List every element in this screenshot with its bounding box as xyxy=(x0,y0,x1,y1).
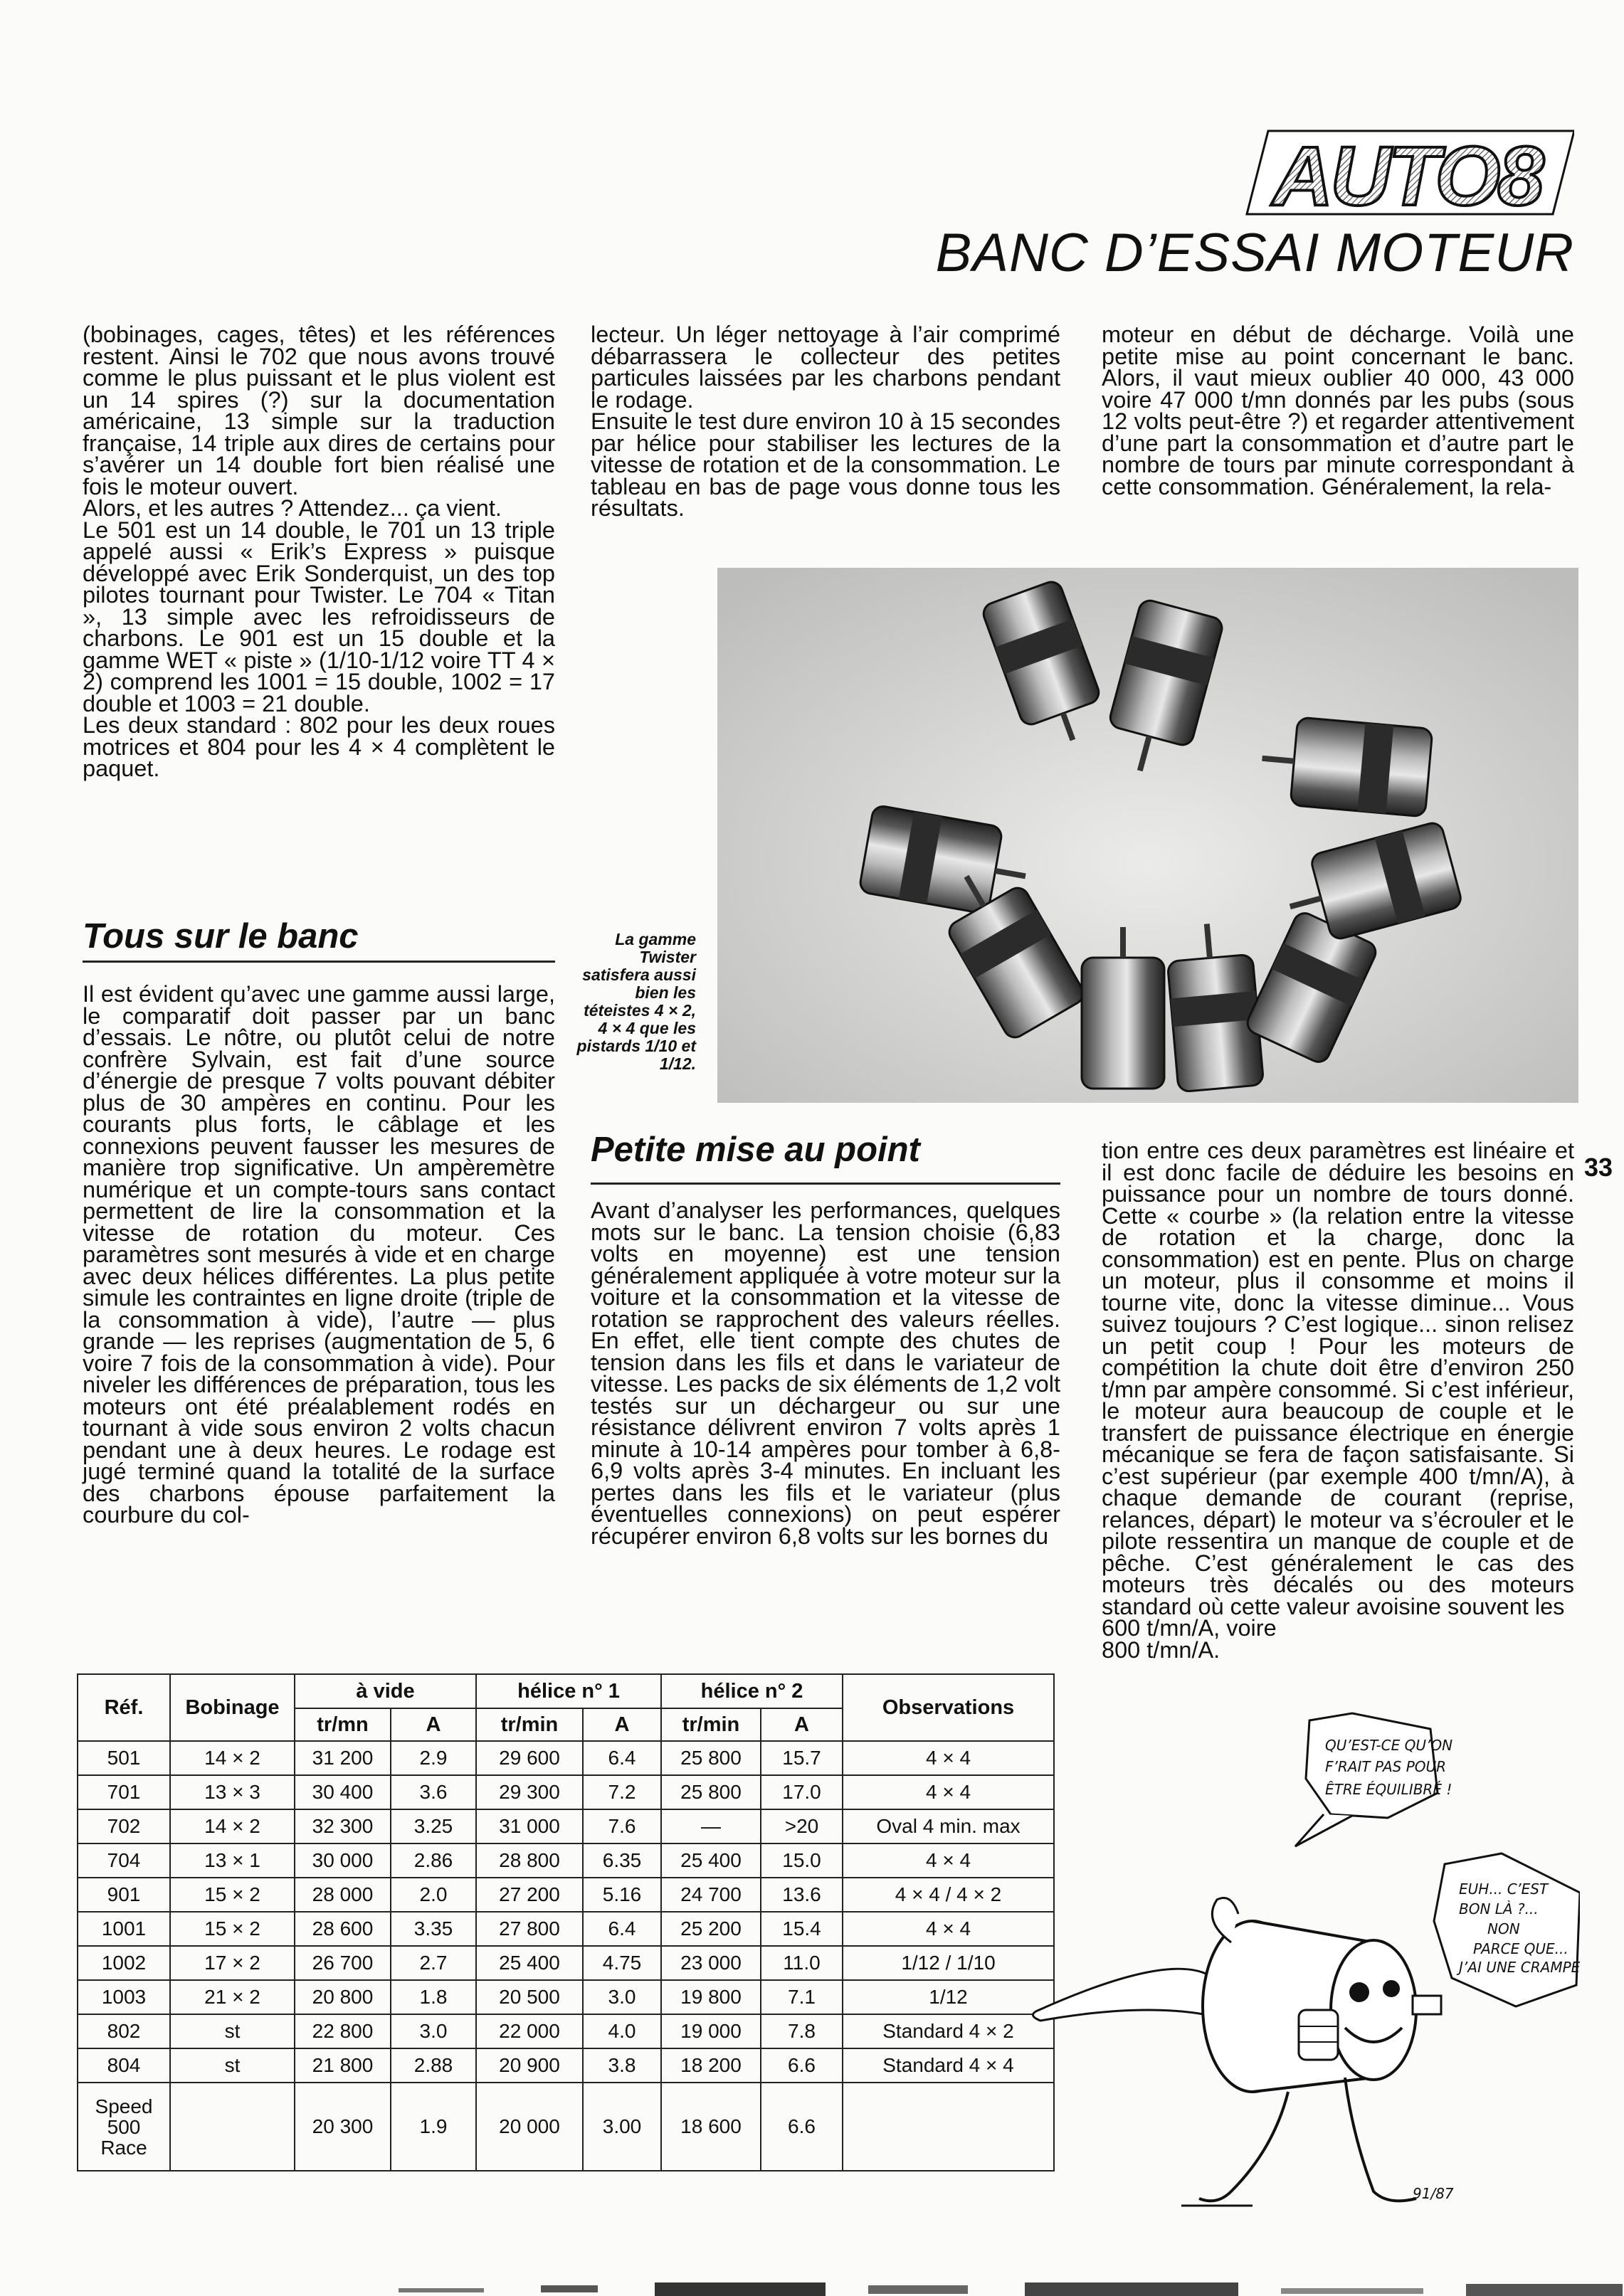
column-2-top xyxy=(591,324,1060,519)
table-row xyxy=(78,1843,1054,1878)
cartoon-illustration xyxy=(1018,1708,1580,2220)
table-cell: 2.9 xyxy=(391,1741,476,1775)
table-cell: 14 × 2 xyxy=(170,1741,295,1775)
subheader-a: A xyxy=(391,1708,476,1741)
table-cell: 4 × 4 / 4 × 2 xyxy=(843,1878,1054,1912)
paragraph: moteur en début de décharge. Voilà une petite mise au point concernant le banc. Alors, il vaut mieux oublier 40 000, 43 000 voire 47 000 t/mn donnés par les pubs (sous 12 volts peut-être ?) et regarder attentivement d’une part la consommation et d’autre part le nombre de tours par minute correspondant à cette consommation. Généralement, la rela- xyxy=(1102,322,1574,499)
table-cell: 6.4 xyxy=(583,1912,661,1946)
table-cell: 25 200 xyxy=(661,1912,761,1946)
table-cell: 11.0 xyxy=(761,1946,843,1980)
table-cell: 14 × 2 xyxy=(170,1809,295,1843)
table-cell: 31 200 xyxy=(295,1741,391,1775)
table-cell: 13.6 xyxy=(761,1878,843,1912)
subheader-trmin: tr/min xyxy=(661,1708,761,1741)
table-cell: 2.0 xyxy=(391,1878,476,1912)
header-a-vide: à vide xyxy=(295,1674,476,1708)
table-cell: 13 × 1 xyxy=(170,1843,295,1878)
table-cell: 3.6 xyxy=(391,1775,476,1809)
table-cell: 15.0 xyxy=(761,1843,843,1878)
section-heading-tous-sur-le-banc: Tous sur le banc xyxy=(83,917,359,956)
table-cell: 23 000 xyxy=(661,1946,761,1980)
table-cell: 5.16 xyxy=(583,1878,661,1912)
table-cell: 802 xyxy=(78,2014,170,2048)
table-row xyxy=(78,1878,1054,1912)
table-row xyxy=(78,1809,1054,1843)
subheader-trmin: tr/min xyxy=(476,1708,583,1741)
cell-line: Speed xyxy=(95,2095,153,2117)
header-bobinage: Bobinage xyxy=(170,1674,295,1741)
table-cell xyxy=(78,2083,170,2171)
table-cell: 20 000 xyxy=(476,2083,583,2171)
table-cell: 20 500 xyxy=(476,1980,583,2014)
leg-icon xyxy=(1345,2078,1416,2201)
table-row xyxy=(78,1980,1054,2014)
paragraph: Alors, et les autres ? Attendez... ça vient. xyxy=(83,495,502,521)
table-cell: 7.8 xyxy=(761,2014,843,2048)
page-section-title: BANC D’ESSAI MOTEUR xyxy=(935,223,1574,283)
table-cell: 21 × 2 xyxy=(170,1980,295,2014)
paragraph: Le 501 est un 14 double, le 701 un 13 triple appelé aussi « Erik’s Express » puisque développé avec Erik Sonderquist, un des top pilotes tournant pour Twister. Le 704 « Titan », 13 simple avec les refroidisseurs de charbons. Le 901 est un 15 double et la gamme WET « piste » (1/10-1/12 voire TT 4 × 2) comprend les 1001 = 15 double, 1002 = 17 double et 1003 = 21 double. xyxy=(83,517,555,716)
table-cell: Standard 4 × 2 xyxy=(843,2014,1054,2048)
table-cell: 27 800 xyxy=(476,1912,583,1946)
table-cell: 15 × 2 xyxy=(170,1878,295,1912)
bubble-1-line: ÊTRE ÉQUILIBRÉ ! xyxy=(1325,1781,1452,1798)
table-cell: 4 × 4 xyxy=(843,1843,1054,1878)
table-cell: 6.6 xyxy=(761,2083,843,2171)
table-cell: 4 × 4 xyxy=(843,1912,1054,1946)
table-cell: 18 200 xyxy=(661,2048,761,2083)
cell-line: 500 xyxy=(107,2115,141,2138)
table-cell: 1003 xyxy=(78,1980,170,2014)
table-cell: st xyxy=(170,2014,295,2048)
table-cell: 17 × 2 xyxy=(170,1946,295,1980)
table-row xyxy=(78,2014,1054,2048)
table-cell: 17.0 xyxy=(761,1775,843,1809)
paragraph: (bobinages, cages, têtes) et les références restent. Ainsi le 702 que nous avons trouvé comme le plus puissant et le plus violent est un 14 spires (?) sur la documentation américaine, 13 simple sur la traduction française, 14 triple aux dires de certains pour s’avérer un 14 double fort bien réalisé une fois le moteur ouvert. xyxy=(83,322,555,499)
results-table xyxy=(77,1673,1055,2171)
table-cell: 18 600 xyxy=(661,2083,761,2171)
table-row xyxy=(78,1775,1054,1809)
header-helice-1: hélice n° 1 xyxy=(476,1674,661,1708)
photo-caption: La gamme Twister satisfera aussi bien les téteistes 4 × 2, 4 × 4 que les pistards 1/10 et 1/12. xyxy=(576,930,696,1073)
table-cell: 25 800 xyxy=(661,1741,761,1775)
scan-edge-decoration xyxy=(399,2282,1623,2296)
table-cell: 3.25 xyxy=(391,1809,476,1843)
table-cell xyxy=(170,2083,295,2171)
heading-rule xyxy=(591,1183,1060,1185)
column-1-top xyxy=(83,324,555,780)
table-cell: Standard 4 × 4 xyxy=(843,2048,1054,2083)
table-cell: 1/12 / 1/10 xyxy=(843,1946,1054,1980)
paragraph: Avant d’analyser les performances, quelques mots sur le banc. La tension choisie (6,83 volts en moyenne) est une tension généralement appliquée à votre moteur sur la voiture et la consommation et la vitesse de rotation se rapprochent des valeurs réelles. En effet, elle tient compte des chutes de tension dans les fils et dans le variateur de vitesse. Les packs de six éléments de 1,2 volt testés sur un déchargeur ou sur une résistance délivrent environ 7 volts après 1 minute à 10-14 ampères pour tomber à 6,8-6,9 volts après 3-4 minutes. En incluant les pertes dans les fils et le variateur (plus éventuelles connexions) on peut espérer récupérer environ 6,8 volts sur les bornes du xyxy=(591,1197,1060,1549)
table-cell: 13 × 3 xyxy=(170,1775,295,1809)
header-ref: Réf. xyxy=(78,1674,170,1741)
artist-signature: 91/87 xyxy=(1413,2185,1454,2202)
table-row xyxy=(78,1741,1054,1775)
table-cell: 20 300 xyxy=(295,2083,391,2171)
table-cell: 29 600 xyxy=(476,1741,583,1775)
leg-icon xyxy=(1199,2092,1288,2201)
table-cell: st xyxy=(170,2048,295,2083)
table-cell: 4.0 xyxy=(583,2014,661,2048)
table-cell: 2.88 xyxy=(391,2048,476,2083)
table-cell: 26 700 xyxy=(295,1946,391,1980)
table-cell: 1001 xyxy=(78,1912,170,1946)
column-2-bottom xyxy=(591,1197,1060,1549)
paragraph: 600 t/mn/A, voire xyxy=(1102,1615,1277,1641)
table-cell: 6.35 xyxy=(583,1843,661,1878)
table-cell: 4 × 4 xyxy=(843,1741,1054,1775)
section-heading-petite-mise-au-point: Petite mise au point xyxy=(591,1131,920,1169)
motors-photo xyxy=(717,568,1578,1103)
table-cell: 30 400 xyxy=(295,1775,391,1809)
table-cell: 701 xyxy=(78,1775,170,1809)
paragraph: Ensuite le test dure environ 10 à 15 secondes par hélice pour stabiliser les lectures de la vitesse de rotation et de la consommation. Le tableau en bas de page vous donne tous les résultats. xyxy=(591,408,1060,521)
auto8-logo xyxy=(1240,128,1574,217)
table-cell: 4 × 4 xyxy=(843,1775,1054,1809)
table-cell: 7.6 xyxy=(583,1809,661,1843)
table-row xyxy=(78,2048,1054,2083)
table-cell: — xyxy=(661,1809,761,1843)
table-cell: 901 xyxy=(78,1878,170,1912)
table-cell: 27 200 xyxy=(476,1878,583,1912)
subheader-trmn: tr/mn xyxy=(295,1708,391,1741)
svg-text:AUTO8: AUTO8 xyxy=(1272,129,1541,217)
table-cell: 28 000 xyxy=(295,1878,391,1912)
table-cell: 1.8 xyxy=(391,1980,476,2014)
bubble-2-line: PARCE QUE... xyxy=(1473,1940,1568,1957)
subheader-a: A xyxy=(761,1708,843,1741)
bubble-2-line: NON xyxy=(1487,1920,1520,1937)
table-cell: 19 800 xyxy=(661,1980,761,2014)
table-cell: 3.8 xyxy=(583,2048,661,2083)
table-cell: Oval 4 min. max xyxy=(843,1809,1054,1843)
table-cell: 1002 xyxy=(78,1946,170,1980)
table-cell: 28 800 xyxy=(476,1843,583,1878)
table-cell: 501 xyxy=(78,1741,170,1775)
table-cell: 704 xyxy=(78,1843,170,1878)
paragraph: lecteur. Un léger nettoyage à l’air comprimé débarrassera le collecteur des petites particules laissées par les charbons pendant le rodage. xyxy=(591,322,1060,413)
bubble-1-line: F’RAIT PAS POUR xyxy=(1325,1758,1447,1775)
table-cell: 3.35 xyxy=(391,1912,476,1946)
table-cell: 32 300 xyxy=(295,1809,391,1843)
table-cell: 30 000 xyxy=(295,1843,391,1878)
table-cell: 7.2 xyxy=(583,1775,661,1809)
table-cell: 29 300 xyxy=(476,1775,583,1809)
paragraph: 800 t/mn/A. xyxy=(1102,1636,1220,1663)
table-cell: 1/12 xyxy=(843,1980,1054,2014)
bubble-2-line: EUH... C’EST xyxy=(1459,1880,1549,1898)
header-observations: Observations xyxy=(843,1674,1054,1741)
column-3-top xyxy=(1102,324,1574,497)
table-row xyxy=(78,1946,1054,1980)
table-cell: 6.4 xyxy=(583,1741,661,1775)
paragraph: Les deux standard : 802 pour les deux roues motrices et 804 pour les 4 × 4 complètent le paquet. xyxy=(83,712,555,781)
paragraph: tion entre ces deux paramètres est linéaire et il est donc facile de déduire les besoins en puissance pour un nombre de tours donné. Cette « courbe » (la relation entre la vitesse de rotation et la charge, donc la consommation) est en pente. Plus on charge un moteur, plus il consomme et moins il tourne vite, donc la vitesse diminue... Vous suivez toujours ? C’est logique... sinon relisez un petit coup ! Pour les moteurs de compétition la chute doit être d’environ 250 t/mn par ampère consommé. Si c’est inférieur, le moteur aura beaucoup de couple et le transfert de puissance électrique en énergie mécanique se fera de façon satisfaisante. Si c’est supérieur (par exemple 400 t/mn/A), à chaque demande de courant (reprise, relances, départ) le moteur va s’écrouler et le pilote ressentira un manque de couple et de pêche. C’est généralement le cas des moteurs très décalés ou des moteurs standard où cette valeur avoisine souvent les xyxy=(1102,1138,1574,1619)
bubble-1-line: QU’EST-CE QU’ON xyxy=(1325,1737,1453,1754)
table-cell: 21 800 xyxy=(295,2048,391,2083)
table-cell: 20 800 xyxy=(295,1980,391,2014)
table-cell: 7.1 xyxy=(761,1980,843,2014)
table-cell: 6.6 xyxy=(761,2048,843,2083)
table-cell: 4.75 xyxy=(583,1946,661,1980)
table-cell: 24 700 xyxy=(661,1878,761,1912)
header-helice-2: hélice n° 2 xyxy=(661,1674,843,1708)
table-cell: 3.0 xyxy=(583,1980,661,2014)
table-cell: 2.7 xyxy=(391,1946,476,1980)
table-cell: 19 000 xyxy=(661,2014,761,2048)
cell-line: Race xyxy=(100,2136,147,2159)
column-1-bottom xyxy=(83,983,555,1526)
page-number: 33 xyxy=(1584,1153,1613,1182)
paragraph: Il est évident qu’avec une gamme aussi large, le comparatif doit passer par un banc d’essais. Le nôtre, ou plutôt celui de notre confrère Sylvain, est fait d’une source d’énergie de presque 7 volts pouvant débiter plus de 30 ampères en continu. Pour les courants plus forts, le câblage et les connexions peuvent fausser les mesures de manière trop significative. Un ampèremètre numérique et un compte-tours sans contact permettent de lire la consommation et la vitesse de rotation du moteur. Ces paramètres sont mesurés à vide et en charge avec deux hélices différentes. La plus petite simule les contraintes en ligne droite (triple de la consommation à vide), l’autre — plus grande — les reprises (augmentation de 5, 6 voire 7 fois de la consommation à vide). Pour niveler les différences de préparation, tous les moteurs ont été préalablement rodés en tournant à vide sous environ 2 volts chacun pendant une à deux heures. Le rodage est jugé terminé quand la totalité de la surface des charbons épouse parfaitement la courbure du col- xyxy=(83,981,555,1528)
bubble-2-line: J’AI UNE CRAMPE xyxy=(1459,1959,1580,1976)
table-row xyxy=(78,2083,1054,2171)
table-cell: 2.86 xyxy=(391,1843,476,1878)
table-cell: 25 400 xyxy=(661,1843,761,1878)
table-row xyxy=(78,1912,1054,1946)
table-cell: 1.9 xyxy=(391,2083,476,2171)
table-cell: 3.0 xyxy=(391,2014,476,2048)
table-cell: 28 600 xyxy=(295,1912,391,1946)
table-cell: 31 000 xyxy=(476,1809,583,1843)
table-cell: 3.00 xyxy=(583,2083,661,2171)
table-cell: 804 xyxy=(78,2048,170,2083)
heading-rule xyxy=(83,961,555,963)
table-cell: 15 × 2 xyxy=(170,1912,295,1946)
table-cell: 22 000 xyxy=(476,2014,583,2048)
column-3-bottom xyxy=(1102,1140,1574,1661)
table-cell: 22 800 xyxy=(295,2014,391,2048)
table-cell: 25 400 xyxy=(476,1946,583,1980)
table-cell: 20 900 xyxy=(476,2048,583,2083)
table-cell: 15.7 xyxy=(761,1741,843,1775)
table-cell: >20 xyxy=(761,1809,843,1843)
subheader-a: A xyxy=(583,1708,661,1741)
bubble-2-line: BON LÀ ?... xyxy=(1459,1900,1539,1917)
table-cell: 702 xyxy=(78,1809,170,1843)
motor-character-icon xyxy=(1203,1898,1441,2093)
table-cell: 15.4 xyxy=(761,1912,843,1946)
table-cell: 25 800 xyxy=(661,1775,761,1809)
